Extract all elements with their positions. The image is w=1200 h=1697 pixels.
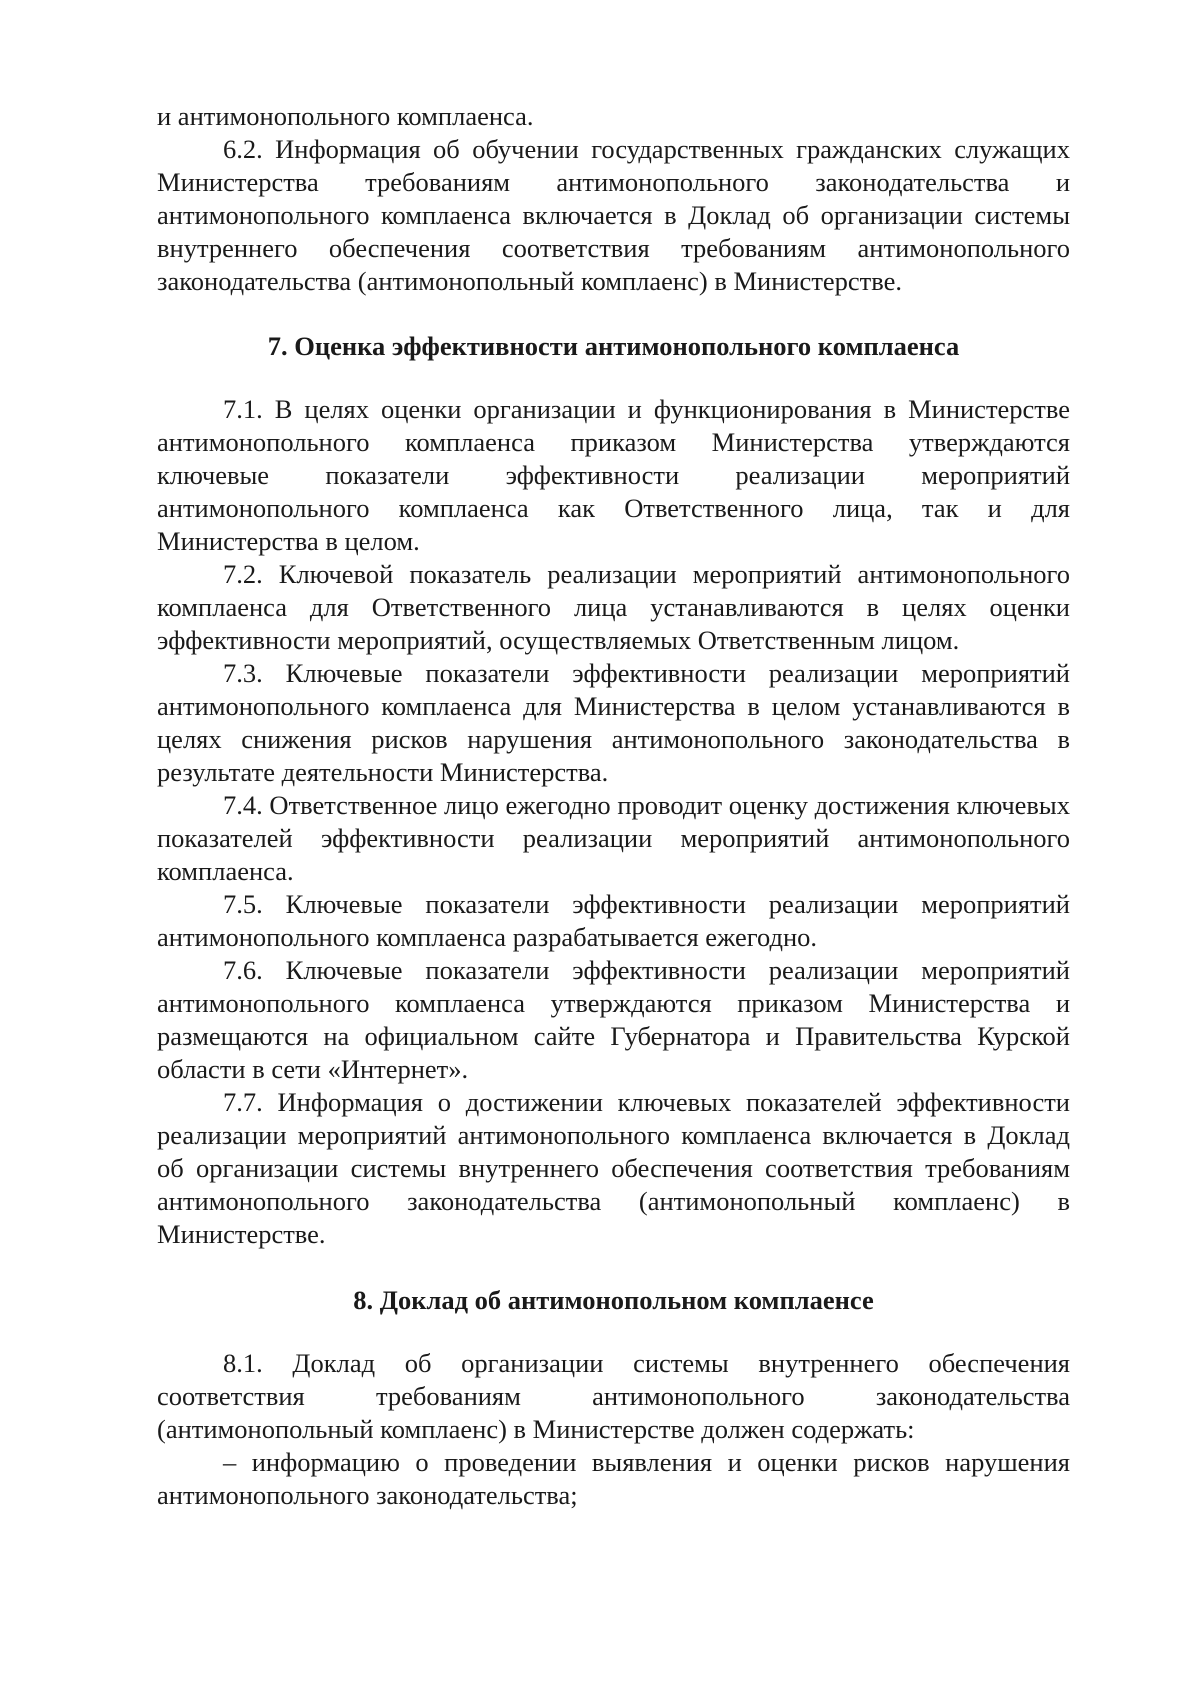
paragraph-7-2: 7.2. Ключевой показатель реализации мероприятий антимонопольного комплаенса для Ответственного лица устанавливаются в целях оценки эффективности мероприятий, осуществляемых Ответственным лицом.: [157, 559, 1070, 655]
paragraph-8-1: 8.1. Доклад об организации системы внутреннего обеспечения соответствия требованиям антимонопольного законодательства (антимонопольный комплаенс) в Министерстве должен содержать:: [157, 1348, 1070, 1444]
paragraph-7-6: 7.6. Ключевые показатели эффективности реализации мероприятий антимонопольного комплаенса утверждаются приказом Министерства и размещаются на официальном сайте Губернатора и Правительства Курской области в сети «Интернет».: [157, 955, 1070, 1084]
paragraph-intro-tail: и антимонопольного комплаенса.: [157, 101, 534, 131]
section-8-heading: 8. Доклад об антимонопольном комплаенсе: [353, 1285, 874, 1315]
list-item-8-1-1: – информацию о проведении выявления и оценки рисков нарушения антимонопольного законодательства;: [157, 1447, 1070, 1510]
paragraph-7-7: 7.7. Информация о достижении ключевых показателей эффективности реализации мероприятий антимонопольного комплаенса включается в Доклад об организации системы внутреннего обеспечения соответствия требованиям антимонопольного законодательства (антимонопольный комплаенс) в Министерстве.: [157, 1087, 1070, 1249]
paragraph-7-3: 7.3. Ключевые показатели эффективности реализации мероприятий антимонопольного комплаенса для Министерства в целом устанавливаются в целях снижения рисков нарушения антимонопольного законодательства в результате деятельности Министерства.: [157, 658, 1070, 787]
paragraph-7-5: 7.5. Ключевые показатели эффективности реализации мероприятий антимонопольного комплаенса разрабатывается ежегодно.: [157, 889, 1070, 952]
paragraph-7-4: 7.4. Ответственное лицо ежегодно проводит оценку достижения ключевых показателей эффективности реализации мероприятий антимонопольного комплаенса.: [157, 790, 1070, 886]
paragraph-7-1: 7.1. В целях оценки организации и функционирования в Министерстве антимонопольного комплаенса приказом Министерства утверждаются ключевые показатели эффективности реализации мероприятий антимонопольного комплаенса как Ответственного лица, так и для Министерства в целом.: [157, 394, 1070, 556]
paragraph-6-2: 6.2. Информация об обучении государственных гражданских служащих Министерства требованиям антимонопольного законодательства и антимонопольного комплаенса включается в Доклад об организации системы внутреннего обеспечения соответствия требованиям антимонопольного законодательства (антимонопольный комплаенс) в Министерстве.: [157, 134, 1070, 296]
section-7-heading: 7. Оценка эффективности антимонопольного комплаенса: [267, 331, 960, 361]
document-body: [157, 100, 1070, 1512]
